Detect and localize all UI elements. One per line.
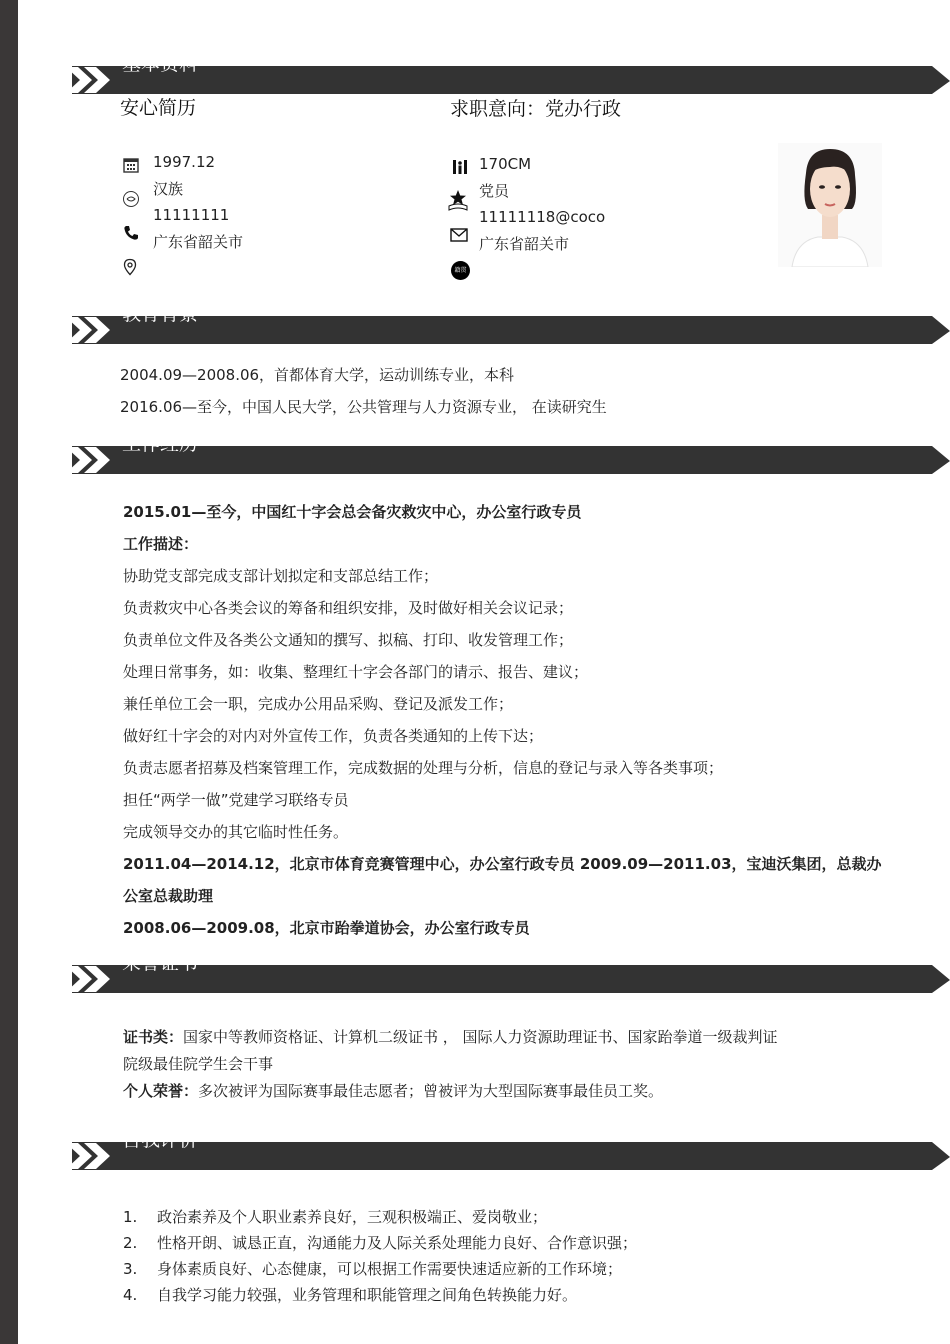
honors-content [123,1024,883,1105]
party-star-icon [448,189,466,207]
job-title: 2011.04—2014.12，北京市体育竞赛管理中心，办公室行政专员 2009.09—2011.03，宝迪沃集团，总裁办公室总裁助理 [123,855,882,905]
height: 170CM [479,155,532,173]
calendar-icon [122,156,140,174]
job-intent: 求职意向：党办行政 [450,98,622,120]
birth-date: 1997.12 [153,153,216,171]
job-title: 2008.06—2009.08，北京市跆拳道协会，办公室行政专员 [123,919,530,937]
native-place-badge-icon: 籍贯 [451,261,470,280]
ethnicity-icon [122,190,140,208]
section-title: 自我评价 [122,1130,199,1150]
section-education-header [66,304,950,346]
duty-item: 负责救灾中心各类会议的筹备和组织安排，及时做好相关会议记录； [123,599,574,617]
list-item: 2. 性格开朗、诚恳正直，沟通能力及人际关系处理能力良好、合作意识强； [123,1234,638,1252]
honor-label: 个人荣誉： [123,1082,199,1100]
height-icon [451,158,469,176]
list-item: 4. 自我学习能力较强，业务管理和职能管理之间角色转换能力好。 [123,1286,578,1304]
section-honors-header [66,953,950,995]
address: 广东省韶关市 [153,233,244,251]
work-experience [123,496,903,944]
left-sidebar-strip [0,0,18,1344]
phone-number: 11111111 [153,206,230,224]
political-status: 党员 [479,182,510,200]
duty-item: 处理日常事务，如：收集、整理红十字会各部门的请示、报告、建议； [123,663,589,681]
location-pin-icon [121,258,139,276]
job-desc-label: 工作描述： [123,535,199,553]
section-bar-shape [66,316,950,346]
duty-item: 负责单位文件及各类公文通知的撰写、拟稿、打印、收发管理工作； [123,631,574,649]
job-title: 2015.01—至今，中国红十字会总会备灾救灾中心，办公室行政专员 [123,503,582,521]
profile-photo [778,143,882,267]
section-self-header [66,1130,950,1172]
duty-item: 兼任单位工会一职，完成办公用品采购、登记及派发工作； [123,695,514,713]
section-bar-shape [66,446,950,476]
honor-text: 多次被评为国际赛事最佳志愿者；曾被评为大型国际赛事最佳员工奖。 [198,1082,664,1100]
section-bar-shape [66,66,950,96]
resume-name: 安心简历 [120,97,197,119]
ethnicity: 汉族 [153,180,184,198]
section-title: 工作经历 [122,434,199,454]
duty-item: 完成领导交办的其它临时性任务。 [123,823,349,841]
cert-label: 证书类： [123,1028,184,1046]
list-item: 1. 政治素养及个人职业素养良好，三观积极端正、爱岗敬业； [123,1208,548,1226]
section-bar-shape [66,1142,950,1172]
section-work-header [66,434,950,476]
section-title: 基本资料 [122,54,199,74]
mail-icon [450,228,468,246]
self-evaluation-list [123,1204,637,1308]
section-title: 荣誉证书 [122,953,199,973]
email: 11111118@coco [479,208,606,226]
native-place: 广东省韶关市 [479,235,570,253]
section-title: 教育背景 [122,304,199,324]
cert-line2: 院级最佳院学生会干事 [123,1055,274,1073]
section-basic-header [66,54,950,96]
duty-item: 做好红十字会的对内对外宣传工作，负责各类通知的上传下达； [123,727,544,745]
phone-icon [122,224,140,242]
education-item: 2016.06—至今，中国人民大学，公共管理与人力资源专业， 在读研究生 [120,398,607,416]
duty-item: 担任“两学一做”党建学习联络专员 [123,791,349,809]
education-item: 2004.09—2008.06，首都体育大学，运动训练专业，本科 [120,366,515,384]
duty-item: 协助党支部完成支部计划拟定和支部总结工作； [123,567,439,585]
section-bar-shape [66,965,950,995]
cert-text: 国家中等教师资格证、计算机二级证书 ， 国际人力资源助理证书、国家跆拳道一级裁判证 [183,1028,778,1046]
list-item: 3. 身体素质良好、心态健康，可以根据工作需要快速适应新的工作环境； [123,1260,623,1278]
duty-item: 负责志愿者招募及档案管理工作，完成数据的处理与分析，信息的登记与录入等各类事项； [123,759,724,777]
